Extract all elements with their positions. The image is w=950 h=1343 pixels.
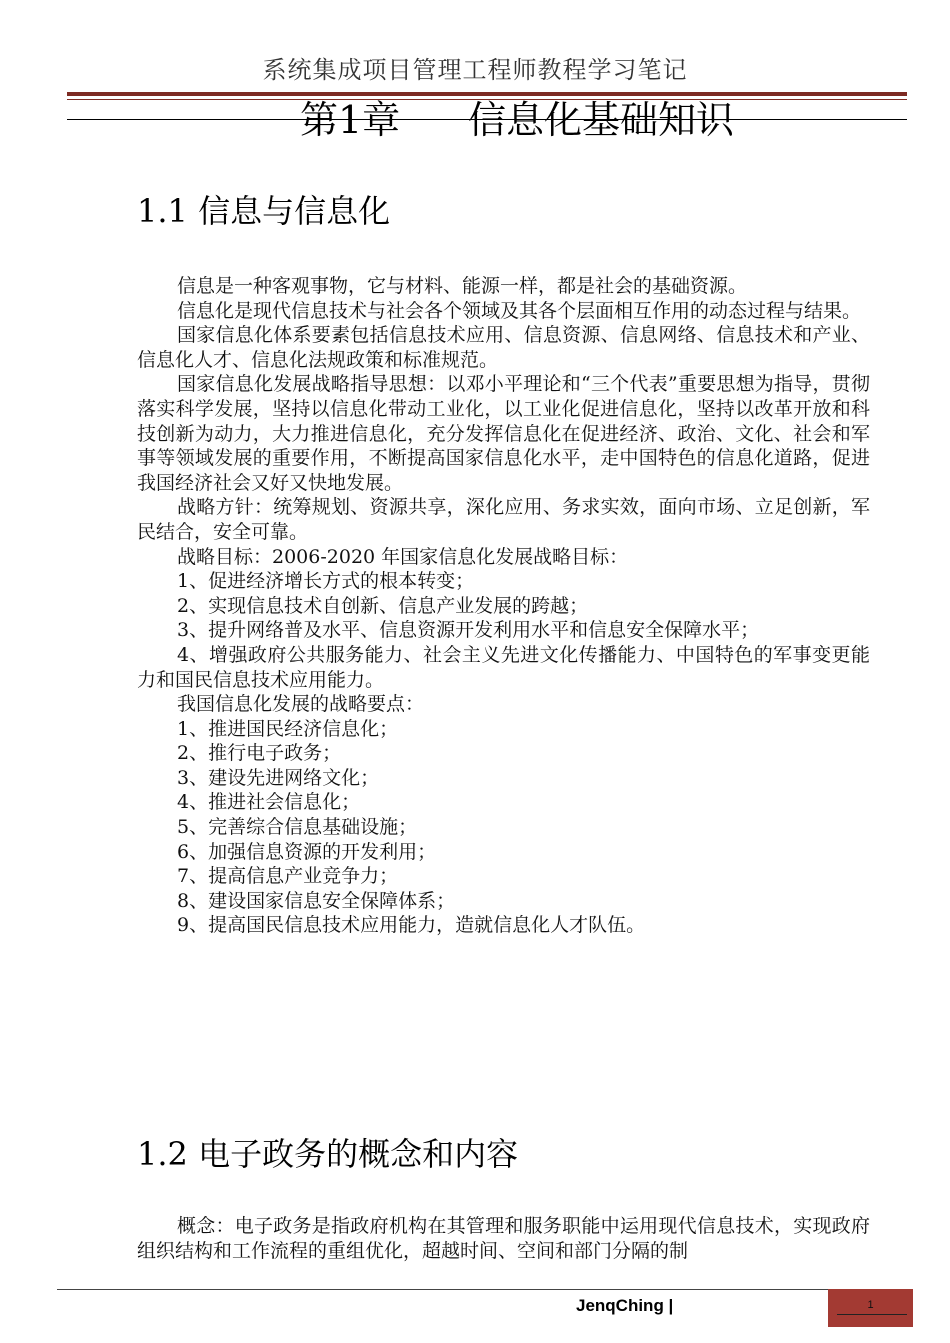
key-points-intro: 我国信息化发展的战略要点： [177,693,425,716]
key-point-item: 8、建设国家信息安全保障体系； [177,889,456,912]
page-number-box [828,1289,913,1327]
paragraph: 概念：电子政务是指政府机构在其管理和服务职能中运用现代信息技术，实现政府组织结构和工作流程的重组优化，超越时间、空间和部门分隔的制 [137,1215,870,1262]
paragraph: 信息是一种客观事物，它与材料、能源一样，都是社会的基础资源。 [177,275,748,297]
section-heading-1-1: 1.1 信息与信息化 [137,192,391,230]
goal-item: 3、提升网络普及水平、信息资源开发利用水平和信息安全保障水平； [177,619,760,642]
chapter-title [300,96,734,144]
paragraph: 战略方针：统筹规划、资源共享，深化应用、务求实效，面向市场、立足创新，军民结合，安全可靠。 [137,496,870,543]
footer-author: JenqChing | [576,1296,674,1315]
chapter-name: 信息化基础知识 [468,98,735,142]
key-point-item: 1、推进国民经济信息化； [177,717,399,740]
goal-item: 4、增强政府公共服务能力、社会主义先进文化传播能力、中国特色的军事变更能力和国民信息技术应用能力。 [137,643,870,691]
key-point-item: 2、推行电子政务； [177,742,342,765]
page-box-rule [837,1314,907,1315]
paragraph: 信息化是现代信息技术与社会各个领域及其各个层面相互作用的动态过程与结果。 [177,299,862,322]
footer-rule [57,1289,907,1290]
section-1-2-body [137,1214,870,1263]
section-1-1-body [137,274,870,938]
goal-item: 1、促进经济增长方式的根本转变； [177,570,475,593]
chapter-number: 第1章 [300,98,401,142]
paragraph: 国家信息化发展战略指导思想：以邓小平理论和“三个代表”重要思想为指导，贯彻落实科学发展，坚持以信息化带动工业化，以工业化促进信息化，坚持以改革开放和科技创新为动力，大力推进信息化，充分发挥信息化在促进经济、政治、文化、社会和军事等领域发展的重要作用，不断提高国家信息化水平，走中国特色的信息化道路，促进我国经济社会又好又快地发展。 [137,373,870,494]
paragraph: 战略目标：2006-2020 年国家信息化发展战略目标： [177,545,629,568]
section-heading-1-2: 1.2 电子政务的概念和内容 [137,1135,519,1173]
goal-item: 2、实现信息技术自创新、信息产业发展的跨越； [177,594,589,617]
key-point-item: 9、提高国民信息技术应用能力，造就信息化人才队伍。 [177,914,646,937]
key-point-item: 7、提高信息产业竞争力； [177,865,399,888]
key-point-item: 3、建设先进网络文化； [177,766,380,789]
running-header: 系统集成项目管理工程师教程学习笔记 [262,56,688,84]
page-number: 1 [867,1299,874,1311]
paragraph: 国家信息化体系要素包括信息技术应用、信息资源、信息网络、信息技术和产业、信息化人才、信息化法规政策和标准规范。 [137,324,870,371]
key-point-item: 5、完善综合信息基础设施； [177,816,418,839]
key-point-item: 4、推进社会信息化； [177,791,361,814]
key-point-item: 6、加强信息资源的开发利用； [177,840,437,863]
